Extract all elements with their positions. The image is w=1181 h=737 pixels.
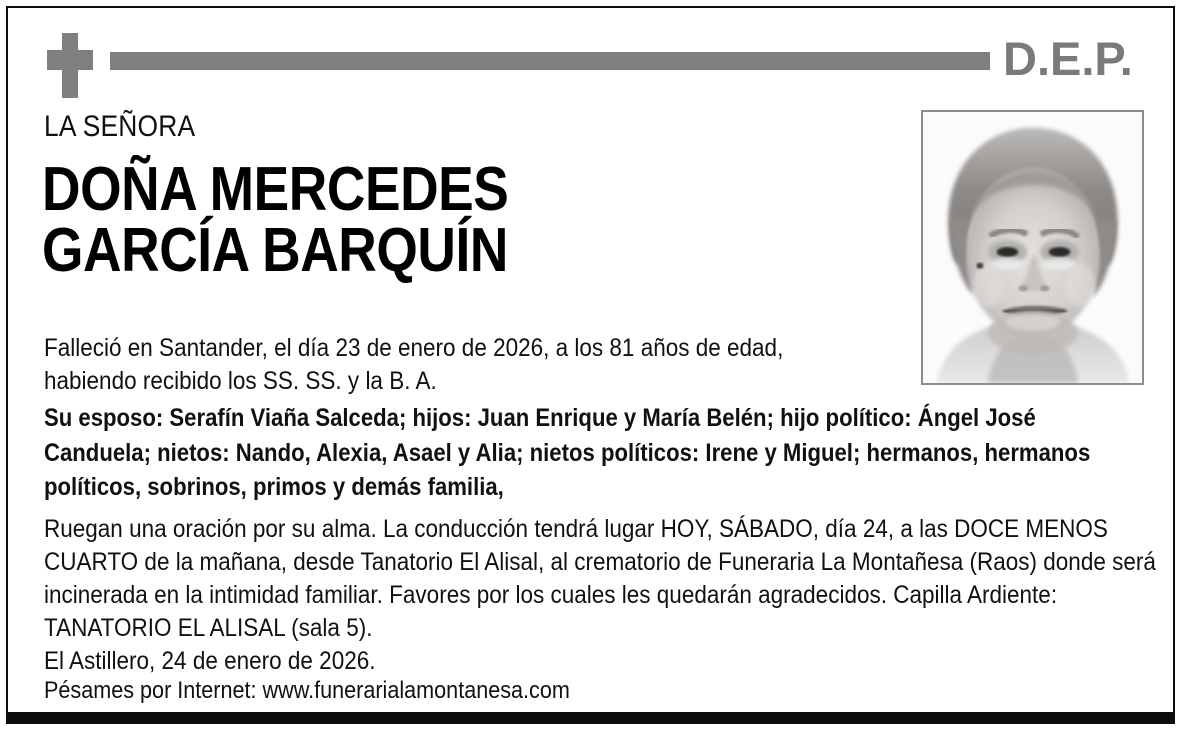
portrait-photo-image bbox=[923, 112, 1142, 383]
deceased-name-line-1: DOÑA MERCEDES bbox=[42, 155, 509, 224]
deceased-pretitle: LA SEÑORA bbox=[44, 110, 196, 143]
death-notice-text: Falleció en Santander, el día 23 de enero de 2026, a los 81 años de edad, habiendo recibido los SS. SS. y la B. A. bbox=[44, 334, 784, 395]
service-details-text: Ruegan una oración por su alma. La conducción tendrá lugar HOY, SÁBADO, día 24, a las DOCE MENOS CUARTO de la mañana, desde Tanatorio El Alisal, al crematorio de Funeraria La Montañesa (Raos) donde será incinerada en la intimidad familiar. Favores por los cuales les quedarán agradecidos. Capilla Ardiente: TANATORIO EL ALISAL (sala 5). bbox=[44, 515, 1156, 642]
family-list-text: Su esposo: Serafín Viaña Salceda; hijos: Juan Enrique y María Belén; hijo político: Ángel José Canduela; nietos: Nando, Alexia, Asael y Alia; nietos políticos: Irene y Miguel; hermanos, hermanos políticos, sobrinos, primos y demás familia, bbox=[44, 404, 1091, 501]
cross-icon-horizontal bbox=[47, 50, 93, 70]
portrait-photo bbox=[921, 110, 1144, 385]
frame-border-right bbox=[1173, 6, 1175, 712]
place-and-date-text: El Astillero, 24 de enero de 2026. bbox=[44, 647, 376, 675]
deceased-name-line-2: GARCÍA BARQUÍN bbox=[42, 215, 508, 285]
frame-border-bottom bbox=[6, 712, 1175, 724]
frame-border-top bbox=[6, 6, 1175, 8]
deceased-name bbox=[42, 155, 575, 285]
cross-icon bbox=[47, 33, 93, 98]
header-rule bbox=[110, 52, 990, 70]
frame-border-left bbox=[6, 6, 8, 712]
dep-label: D.E.P. bbox=[1003, 32, 1133, 85]
condolences-url-text: Pésames por Internet: www.funerarialamontanesa.com bbox=[44, 677, 570, 704]
